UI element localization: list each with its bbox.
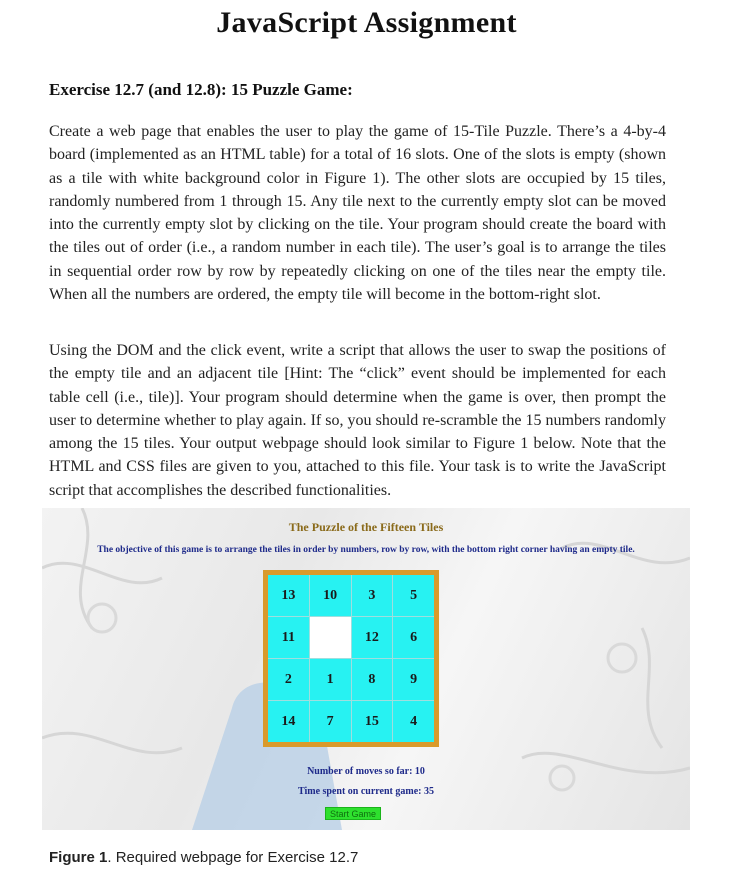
empty-tile[interactable]: [310, 617, 351, 658]
puzzle-tile[interactable]: 1: [310, 659, 351, 700]
puzzle-tile[interactable]: 10: [310, 575, 351, 616]
puzzle-tile[interactable]: 12: [352, 617, 393, 658]
start-game-button[interactable]: Start Game: [325, 807, 381, 820]
moves-counter: Number of moves so far: 10: [307, 766, 425, 777]
puzzle-title: The Puzzle of the Fifteen Tiles: [288, 520, 444, 534]
puzzle-tile[interactable]: 3: [352, 575, 393, 616]
puzzle-tile[interactable]: 14: [268, 701, 309, 742]
figure-screenshot: [42, 508, 690, 830]
puzzle-objective: The objective of this game is to arrange the tiles in order by numbers, row by row, with the bottom right corner having an empty tile.: [97, 545, 635, 555]
puzzle-board: [263, 570, 439, 747]
puzzle-tile[interactable]: 4: [393, 701, 434, 742]
puzzle-tile[interactable]: 6: [393, 617, 434, 658]
time-counter: Time spent on current game: 35: [297, 786, 434, 797]
puzzle-tile[interactable]: 7: [310, 701, 351, 742]
puzzle-tile[interactable]: 8: [352, 659, 393, 700]
puzzle-tile[interactable]: 15: [352, 701, 393, 742]
puzzle-grid: [268, 575, 434, 742]
puzzle-tile[interactable]: 9: [393, 659, 434, 700]
puzzle-tile[interactable]: 2: [268, 659, 309, 700]
puzzle-tile[interactable]: 5: [393, 575, 434, 616]
paragraph-description: Create a web page that enables the user to play the game of 15-Tile Puzzle. There’s a 4-by-4 board (implemented as an HTML table) for a total of 16 slots. One of the slots is empty (shown as a tile with white background color in Figure 1). The other slots are occupied by 15 tiles, randomly numbered from 1 through 15. Any tile next to the currently empty slot can be moved into the currently empty slot by clicking on the tile. Your program should create the board with the tiles out of order (i.e., a random number in each tile). The user’s goal is to arrange the tiles in sequential order row by row by repeatedly clicking on one of the tiles near the empty tile. When all the numbers are ordered, the empty tile will become in the bottom-right slot.: [49, 123, 666, 304]
figure-caption: [49, 849, 358, 866]
caption-label: Figure 1: [49, 849, 108, 866]
document-title: JavaScript Assignment: [216, 6, 517, 39]
paragraph-instructions: Using the DOM and the click event, write a script that allows the user to swap the positions of the empty tile and an adjacent tile [Hint: The “click” event should be implemented for each table cell (i.e., tile)]. Your program should determine when the game is over, then prompt the user to determine whether to play again. If so, you should re-scramble the 15 numbers randomly among the 15 tiles. Your output webpage should look similar to Figure 1 below. Note that the HTML and CSS files are given to you, attached to this file. Your task is to write the JavaScript script that accomplishes the described functionalities.: [49, 342, 666, 499]
puzzle-tile[interactable]: 11: [268, 617, 309, 658]
puzzle-tile[interactable]: 13: [268, 575, 309, 616]
exercise-heading: Exercise 12.7 (and 12.8): 15 Puzzle Game:: [49, 80, 353, 99]
caption-text: . Required webpage for Exercise 12.7: [107, 849, 359, 866]
